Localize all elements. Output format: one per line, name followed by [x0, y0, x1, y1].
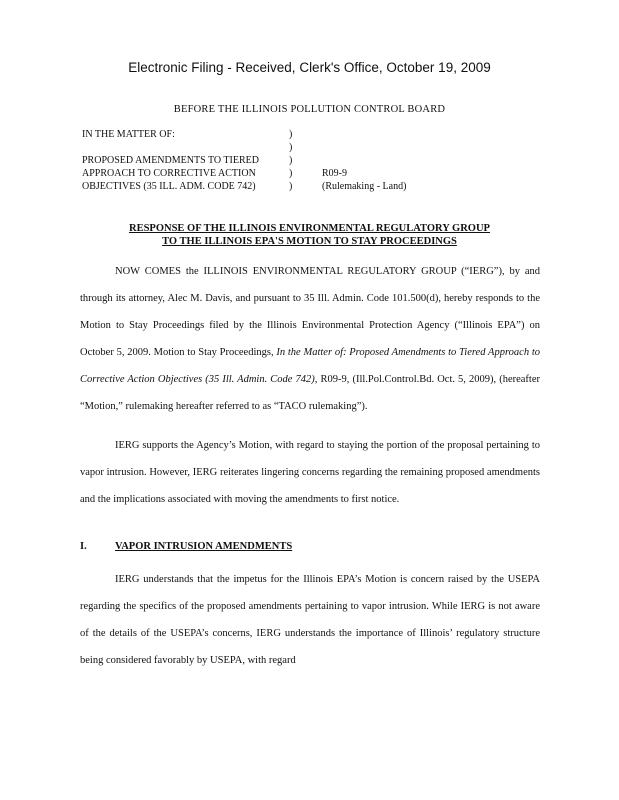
support-text: IERG supports the Agency’s Motion, with regard to staying the portion of the proposal pertaining to vapor intrusion. However, IERG reiterates lingering concerns regarding the remaining proposed amendments and the implications associated with moving the amendments to first notice. [80, 440, 540, 505]
filing-header: Electronic Filing - Received, Clerk's Office, October 19, 2009 [128, 60, 491, 75]
intro-text-b: , R09-9, (Ill.Pol.Control.Bd. Oct. 5, 2009), (hereafter “Motion,” rulemaking hereafter referred to as “TACO rulemaking”). [80, 374, 541, 412]
caption-paren: ) [289, 155, 293, 166]
section-number: I. [80, 541, 87, 552]
intro-text [80, 258, 540, 420]
vapor-text: IERG understands that the impetus for the Illinois EPA’s Motion is concern raised by the USEPA regarding the specifics of the proposed amendments pertaining to vapor intrusion. While IERG is not aware of the details of the USEPA’s concerns, IERG understands the importance of Illinois’ regulatory structure being considered favorably by USEPA, with regard [80, 574, 540, 666]
document-title [0, 222, 619, 248]
title-line-2: TO THE ILLINOIS EPA'S MOTION TO STAY PROCEEDINGS [162, 236, 457, 247]
caption-paren: ) [289, 181, 293, 192]
title-line-1: RESPONSE OF THE ILLINOIS ENVIRONMENTAL REGULATORY GROUP [129, 223, 490, 234]
proposed-line-2: APPROACH TO CORRECTIVE ACTION [82, 168, 256, 179]
proposed-line-1: PROPOSED AMENDMENTS TO TIERED [82, 155, 259, 166]
matter-of-label: IN THE MATTER OF: [82, 129, 175, 140]
proposed-line-3: OBJECTIVES (35 ILL. ADM. CODE 742) [82, 181, 256, 192]
paragraph-vapor [80, 566, 540, 674]
section-title: VAPOR INTRUSION AMENDMENTS [115, 541, 293, 552]
case-citation: In the Matter of: Proposed Amendments to Tiered Approach to Corrective Action Objectives (35 Ill. Admin. Code 742) [80, 347, 540, 385]
docket-type: (Rulemaking - Land) [322, 181, 407, 192]
caption-paren: ) [289, 168, 293, 179]
paragraph-support [80, 432, 540, 513]
intro-text-a: NOW COMES the ILLINOIS ENVIRONMENTAL REGULATORY GROUP (“IERG”), by and through its attorney, Alec M. Davis, and pursuant to 35 Ill. Admin. Code 101.500(d), hereby responds to the Motion to Stay Proceedings filed by the Illinois Environmental Protection Agency (“Illinois EPA”) on October 5, 2009. Motion to Stay Proceedings, [80, 266, 540, 358]
caption-paren: ) [289, 129, 293, 140]
caption-paren: ) [289, 142, 293, 153]
docket-number: R09-9 [322, 168, 347, 179]
board-title: BEFORE THE ILLINOIS POLLUTION CONTROL BOARD [173, 104, 446, 115]
section-heading [80, 541, 292, 552]
paragraph-intro [80, 258, 540, 420]
